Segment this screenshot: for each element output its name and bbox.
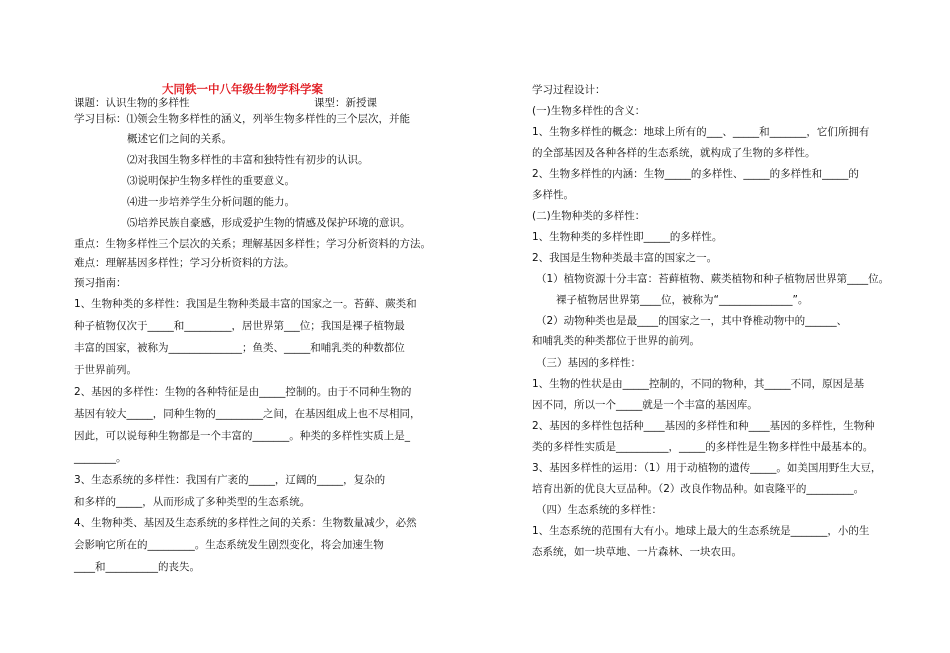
process-line: 的全部基因及各种各样的生态系统，就构成了生物的多样性。	[532, 147, 816, 159]
process-line: 2、我国是生物种类最丰富的国家之一。	[532, 252, 718, 264]
process-line: 3、基因多样性的运用：（1）用于动植物的遗传_____。如美国用野生大豆，	[532, 462, 882, 474]
preview-line: 种子植物仅次于_____和_________，居世界第___位；我国是裸子植物最	[74, 320, 405, 332]
preview-line: 丰富的国家，被称为______________；鱼类、_____和哺乳类的种数都位	[74, 342, 405, 354]
preview-line: 3、生态系统的多样性：我国有广袤的_____，辽阔的_____，复杂的	[74, 474, 386, 486]
process-line: 1、生物的性状是由_____控制的，不同的物种，其_____不同，原因是基	[532, 378, 865, 390]
process-line: 类的多样性实质是__________，_____的多样性是生物多样性中最基本的。	[532, 441, 874, 453]
section-heading: (一)生物多样性的含义：	[532, 105, 646, 117]
preview-line: 于世界前列。	[74, 364, 137, 376]
process-line: 多样性。	[532, 189, 574, 201]
process-line: 1、生态系统的范围有大有小。地球上最大的生态系统是_______，小的生	[532, 525, 870, 537]
objective-line: ⑶说明保护生物多样性的重要意义。	[127, 175, 295, 187]
page-title: 大同铁一中八年级生物学科学案	[162, 82, 323, 96]
preview-line: 基因有较大_____，同种生物的_________之间，在基因组成上也不尽相同，	[74, 408, 421, 420]
preview-line: 因此，可以说每种生物都是一个丰富的_______。种类的多样性实质上是_	[74, 430, 410, 442]
preview-line: 和多样的_____，从而形成了多种类型的生态系统。	[74, 496, 311, 508]
key-points: 重点：生物多样性三个层次的关系；理解基因多样性；学习分析资料的方法。	[74, 238, 431, 250]
objective-line: ⑷进一步培养学生分析问题的能力。	[127, 196, 295, 208]
process-line: 态系统，如一块草地、一片森林、一块农田。	[532, 546, 742, 558]
lesson-type: 课型：新授课	[314, 97, 377, 109]
section-heading: （四）生态系统的多样性：	[536, 504, 662, 516]
objective-line: ⑵对我国生物多样性的丰富和独特性有初步的认识。	[127, 154, 369, 166]
process-line: （2）动物种类也是最____的国家之一，其中脊椎动物中的______、	[536, 315, 848, 327]
process-line: 2、基因的多样性包括种____基因的多样性和种____基因的多样性，生物种	[532, 420, 875, 432]
process-line: 1、生物种类的多样性即_____的多样性。	[532, 231, 723, 243]
objective-line: 学习目标：⑴领会生物多样性的涵义，列举生物多样性的三个层次，并能	[74, 113, 410, 125]
process-heading: 学习过程设计：	[532, 84, 606, 96]
process-line: 因不同，所以一个_____就是一个丰富的基因库。	[532, 399, 758, 411]
preview-line: 会影响它所在的_________。生态系统发生剧烈变化，将会加速生物	[74, 539, 384, 551]
process-line: 培育出新的优良大豆品种。（2）改良作物品种。如袁隆平的_________。	[532, 483, 865, 495]
preview-heading: 预习指南：	[74, 277, 127, 289]
process-line: 裸子植物居世界第____位，被称为“______________”。	[556, 294, 809, 306]
difficult-points: 难点：理解基因多样性；学习分析资料的方法。	[74, 257, 295, 269]
objective-line: 概述它们之间的关系。	[127, 133, 232, 145]
preview-line: 1、生物种类的多样性：我国是生物种类最丰富的国家之一。苔藓、蕨类和	[74, 298, 417, 310]
process-line: 2、生物多样性的内涵：生物_____的多样性、_____的多样性和_____的	[532, 168, 859, 180]
preview-line: ____和__________的丧失。	[74, 561, 200, 573]
preview-line: 4、生物种类、基因及生态系统的多样性之间的关系：生物数量减少，必然	[74, 517, 417, 529]
section-heading: (二)生物种类的多样性：	[532, 210, 646, 222]
section-heading: （三）基因的多样性：	[536, 357, 641, 369]
preview-line: 2、基因的多样性：生物的各种特征是由_____控制的。由于不同种生物的	[74, 386, 412, 398]
preview-line: ________。	[74, 452, 127, 464]
process-line: 和哺乳类的种类都位于世界的前列。	[532, 335, 700, 347]
objective-line: ⑸培养民族自豪感，形成爱护生物的情感及保护环境的意识。	[127, 217, 411, 229]
process-line: 1、生物多样性的概念：地球上所有的___、_____和_______，它们所拥有	[532, 126, 870, 138]
process-line: （1）植物资源十分丰富：苔藓植物、蕨类植物和种子植物居世界第____位。	[536, 273, 890, 285]
lesson-subject: 课题：认识生物的多样性	[74, 97, 190, 109]
